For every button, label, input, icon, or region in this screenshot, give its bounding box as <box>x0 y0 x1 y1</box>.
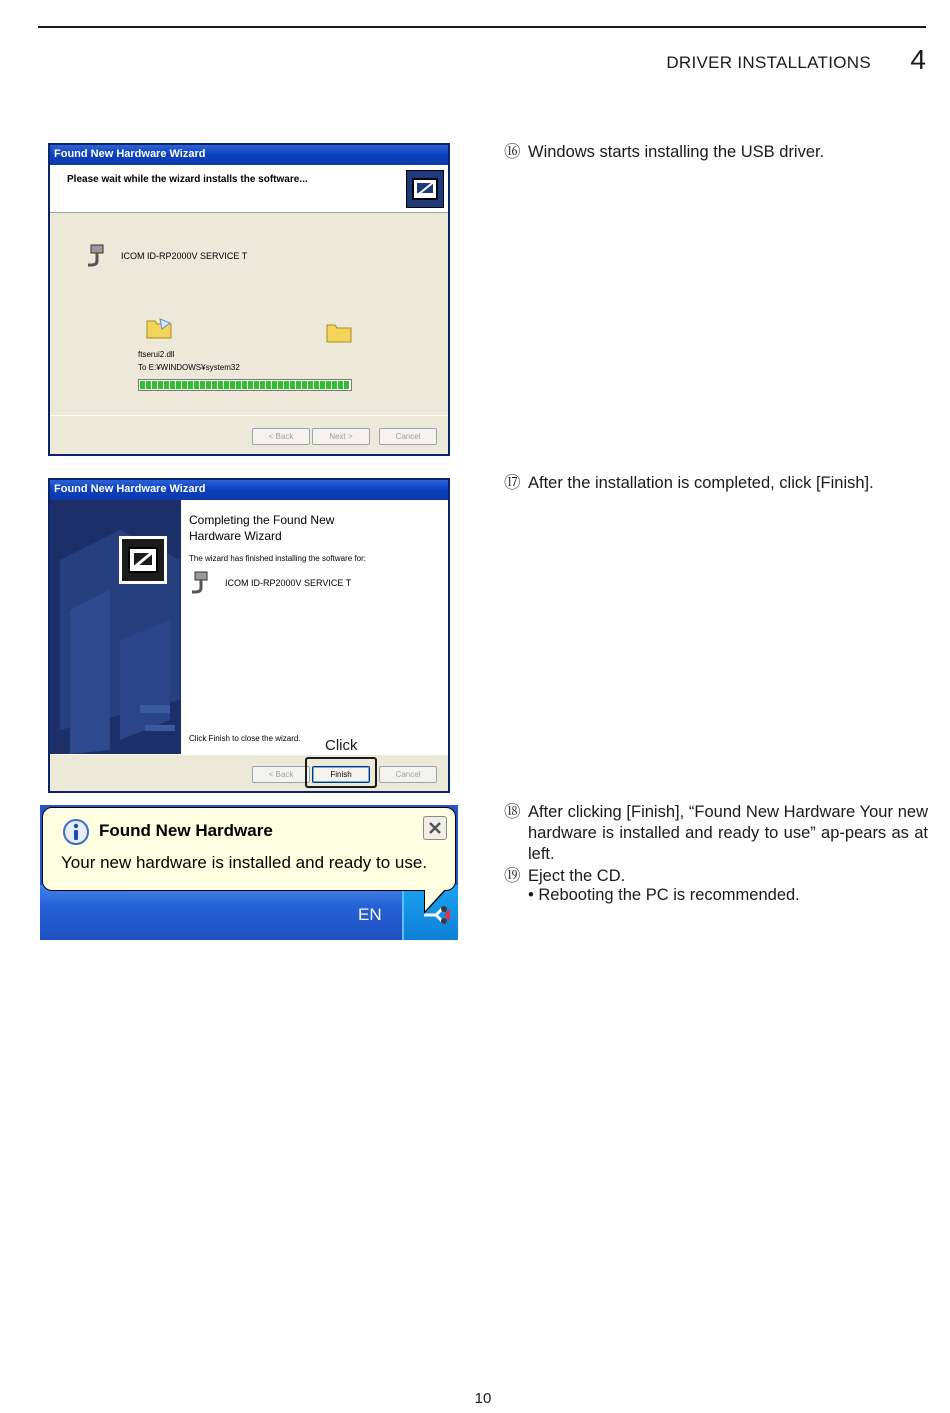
back-button[interactable]: < Back <box>252 428 310 445</box>
destination-folder-icon <box>326 321 352 343</box>
progress-bar <box>138 379 352 391</box>
step-16 <box>504 142 928 163</box>
close-icon[interactable] <box>423 816 447 840</box>
device-name: ICOM ID-RP2000V SERVICE T <box>225 578 352 588</box>
hardware-icon <box>119 536 167 584</box>
taskbar-notification <box>40 805 458 940</box>
device-row <box>85 243 247 269</box>
step-text: Eject the CD. <box>528 867 626 885</box>
completion-subtext: The wizard has finished installing the software for: <box>189 554 366 563</box>
file-name: ftserui2.dll <box>138 350 175 359</box>
section-title: DRIVER INSTALLATIONS <box>666 53 871 72</box>
balloon-message: Your new hardware is installed and ready to use. <box>61 853 428 872</box>
step-number: ⑱ <box>504 803 521 821</box>
step-number: ⑲ <box>504 867 521 885</box>
wizard-header <box>50 165 448 213</box>
button-separator <box>50 754 448 755</box>
window-title: Found New Hardware Wizard <box>50 145 448 165</box>
wizard-header-text: Please wait while the wizard installs the software... <box>67 174 308 185</box>
hardware-icon <box>406 170 444 208</box>
cancel-button[interactable]: Cancel <box>379 766 437 783</box>
usb-device-icon <box>85 243 111 269</box>
wizard-complete-window <box>48 478 450 793</box>
taskbar <box>40 885 458 940</box>
button-separator <box>50 415 448 416</box>
step-18 <box>504 802 928 865</box>
top-rule <box>38 26 926 28</box>
finish-highlight-box <box>305 757 377 788</box>
step-17 <box>504 473 928 494</box>
destination-path: To E:¥WINDOWS¥system32 <box>138 363 240 372</box>
step-text: Windows starts installing the USB driver. <box>528 143 825 161</box>
language-indicator[interactable]: EN <box>358 905 382 924</box>
info-icon <box>62 818 90 846</box>
page-number: 10 <box>474 1390 492 1407</box>
chapter-number: 4 <box>910 44 926 75</box>
back-button[interactable]: < Back <box>252 766 310 783</box>
device-row <box>189 570 351 596</box>
source-folder-icon <box>146 317 172 339</box>
balloon-tail <box>425 887 447 911</box>
step-text: After the installation is completed, click [Finish]. <box>528 474 874 492</box>
cancel-button[interactable]: Cancel <box>379 428 437 445</box>
progress-fill <box>140 381 350 389</box>
step-number: ⑯ <box>504 143 521 161</box>
wizard-complete-body <box>181 500 448 754</box>
finish-button[interactable]: Finish <box>312 766 370 783</box>
wizard-side-panel <box>50 500 181 754</box>
completion-heading: Completing the Found New Hardware Wizard <box>189 513 335 543</box>
balloon-title: Found New Hardware <box>99 821 273 840</box>
click-annotation: Click <box>325 737 358 754</box>
step-19 <box>504 866 928 887</box>
usb-device-icon <box>189 570 215 596</box>
close-hint: Click Finish to close the wizard. <box>189 734 301 743</box>
device-name: ICOM ID-RP2000V SERVICE T <box>121 251 248 261</box>
reboot-note: • Rebooting the PC is recommended. <box>528 886 800 904</box>
next-button[interactable]: Next > <box>312 428 370 445</box>
step-text: After clicking [Finish], “Found New Hardware Your new hardware is installed and ready to use” ap-pears as at left. <box>528 803 928 863</box>
window-title: Found New Hardware Wizard <box>50 480 448 500</box>
step-number: ⑰ <box>504 474 521 492</box>
notification-balloon[interactable] <box>42 807 456 891</box>
wizard-installing-window <box>48 143 450 456</box>
